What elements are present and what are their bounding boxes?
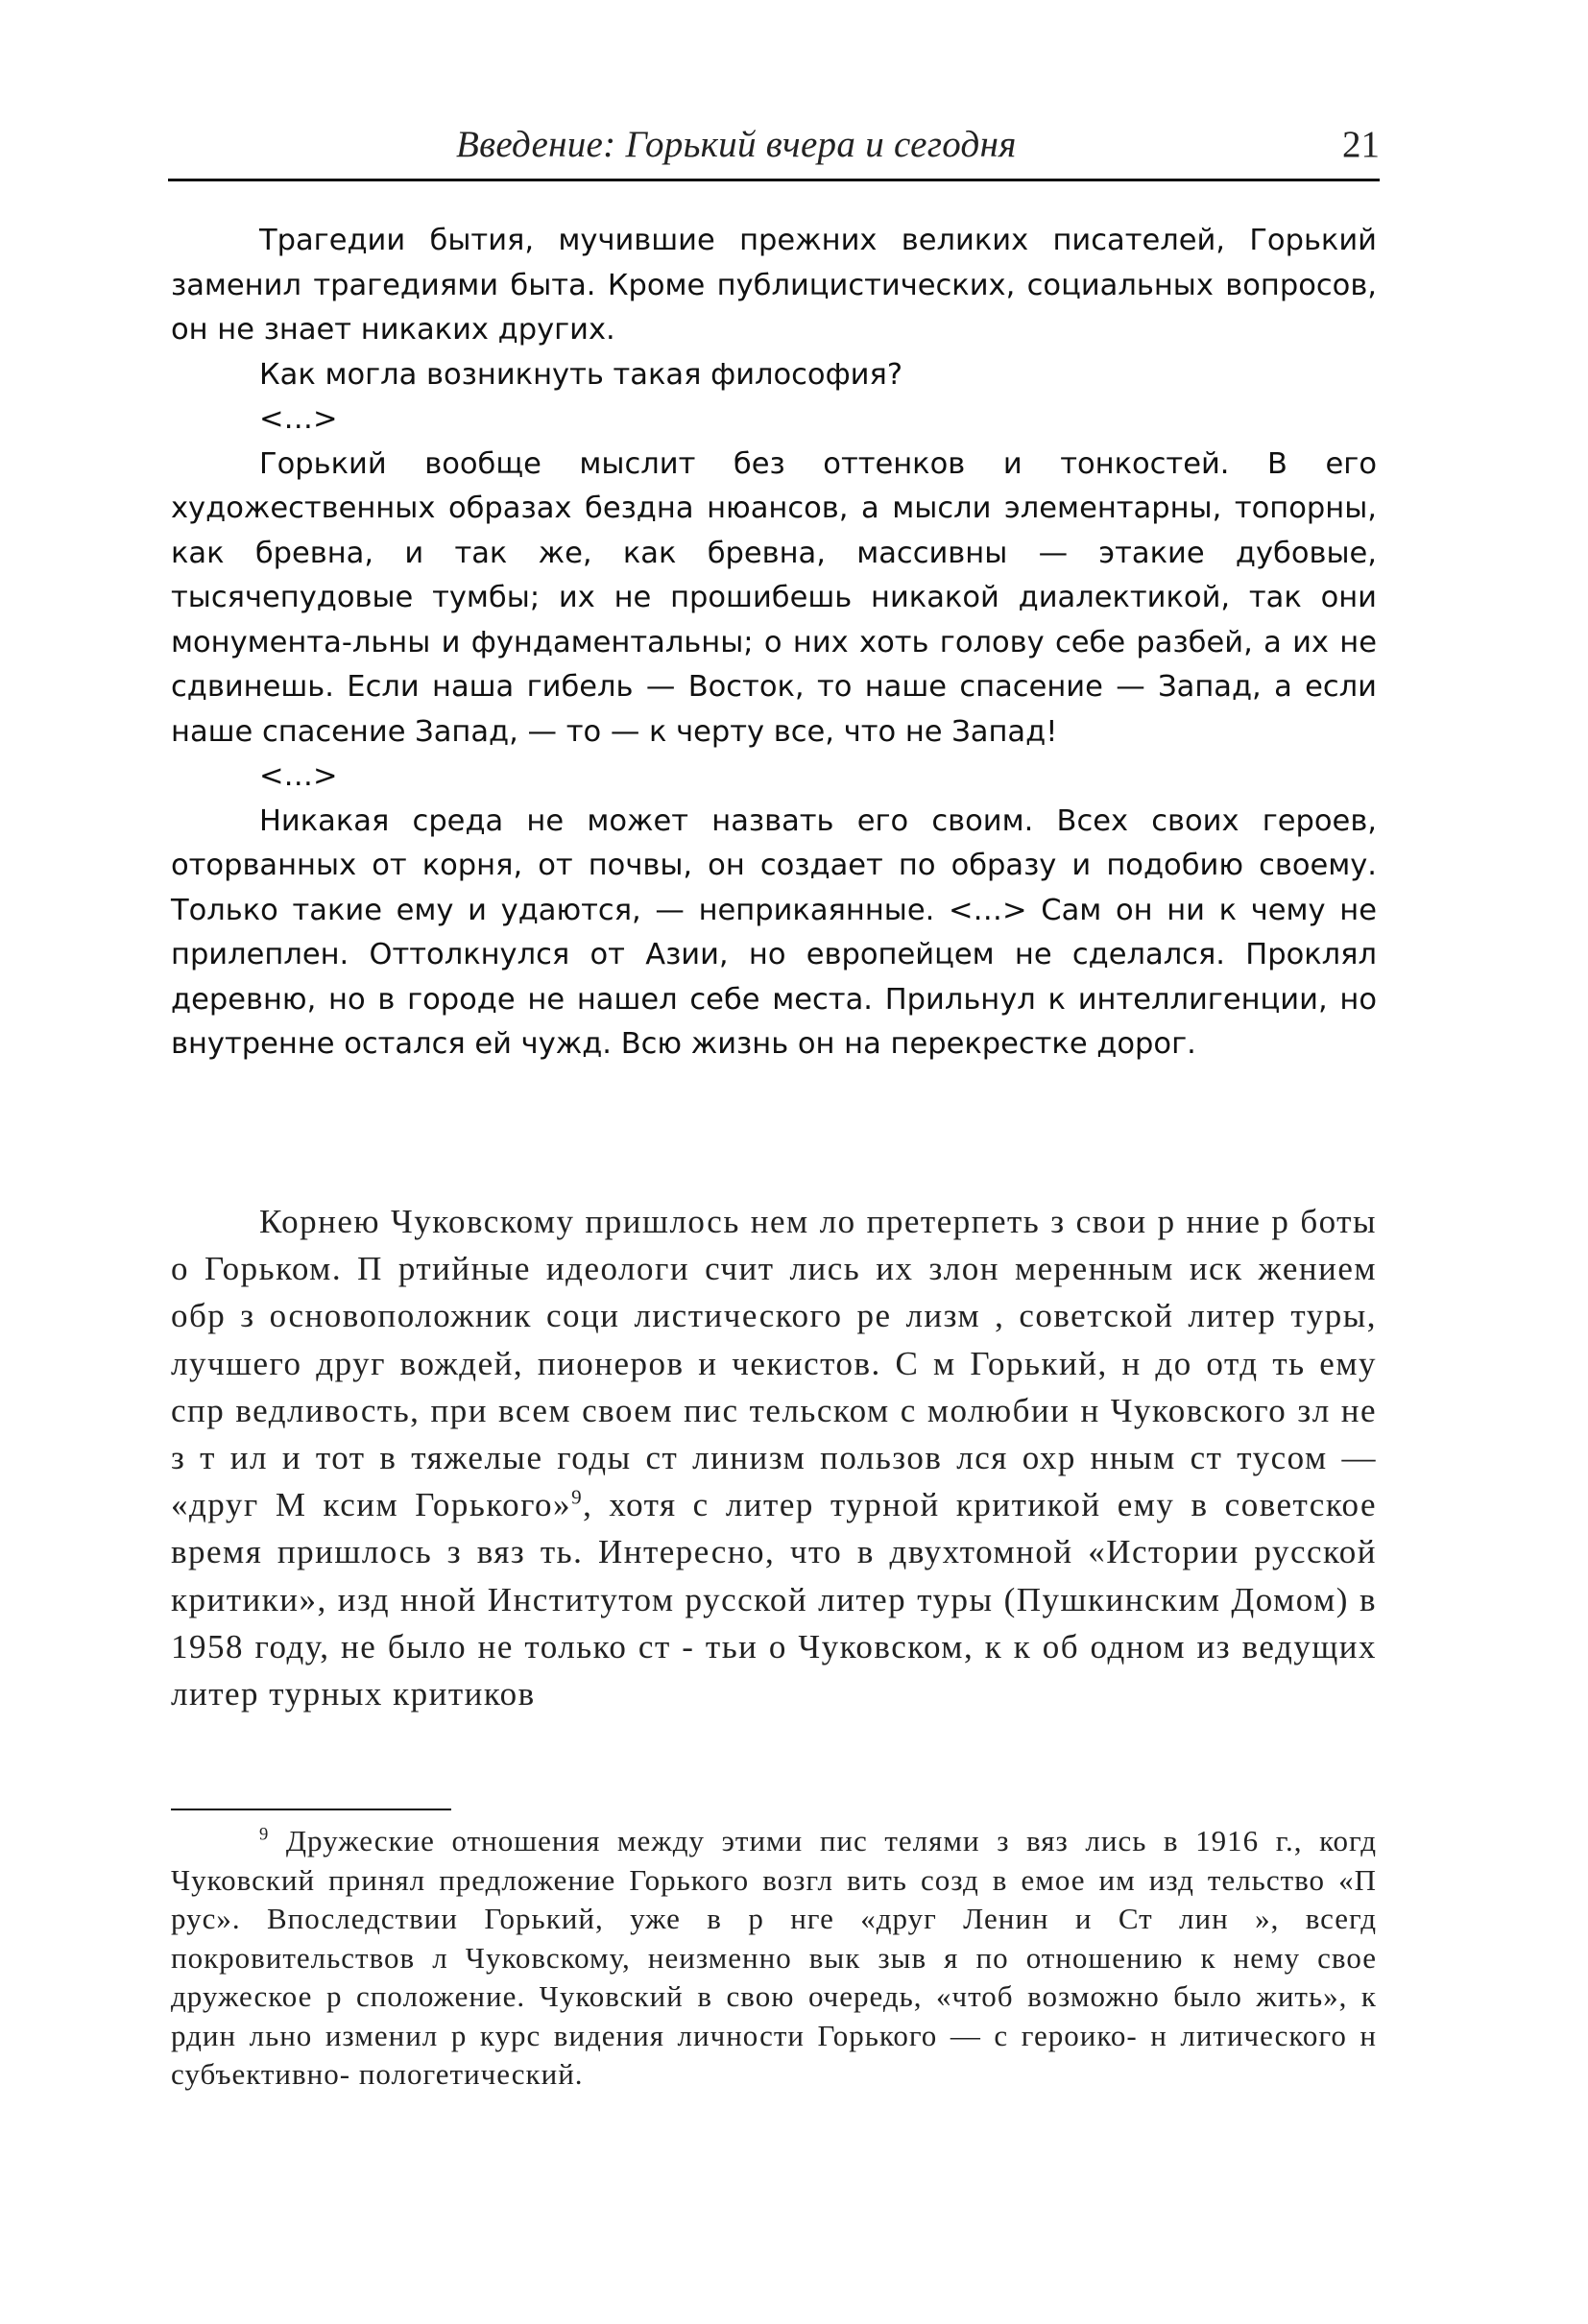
block-quote: [171, 219, 1377, 1067]
quote-paragraph: Горький вообще мыслит без оттенков и тонкостей. В его художественных образах бездна нюансов, а мысли элементарны, топорны, как бревна, и так же, как бревна, массивны — этакие дубовые, тысячепудовые тумбы; их не прошибешь никакой диалектикой, так они монумента-льны и фундаментальны; о них хоть голову себе разбей, а их не сдвинешь. Если наша гибель — Восток, то наше спасение — Запад, а если наше спасение Запад, — то — к черту все, что не Запад!: [171, 446, 1377, 749]
body-text-before-note: Корнею Чуковскому пришлось нем ло претерпеть з свои р нние р боты о Горьком. П ртийные идеологи счит лись их злон меренным иск жением обр з основоположник соци листического ре лизм , советской литер туры, лучшего друг вождей, пионеров и чекистов. С м Горький, н до отд ть ему спр ведливость, при всем своем пис тельском с молюбии н Чуковского зл не з т ил и тот в тяжелые годы ст линизм пользов лся охр нным ст тусом — «друг М ксим Горького»: [171, 1203, 1377, 1524]
quote-ellipsis: <…>: [259, 402, 338, 436]
footnote-text: Дружеские отношения между этими пис телями з вяз лись в 1916 г., когд Чуковский принял предложение Горького возгл вить созд в емое им изд тельство «П рус». Впоследствии Горький, уже в р нге «друг Ленин и Ст лин », всегд покровительствов л Чуковскому, неизменно вык зыв я по отношению к нему свое дружеское р сположение. Чуковский в свою очередь, «чтоб возможно было жить», к рдин льно изменил р курс видения личности Горького — с героико- н литического н субъективно- пологетический.: [171, 1824, 1378, 2091]
header-rule: [168, 179, 1380, 181]
footnote: [171, 1822, 1377, 2095]
running-header: [168, 113, 1380, 182]
quote-paragraph: Трагедии бытия, мучившие прежних великих писателей, Горький заменил трагедиями быта. Кроме публицистических, социальных вопросов, он не знает никаких других.: [171, 224, 1377, 347]
main-text: [171, 1198, 1377, 1717]
footnote-number: 9: [259, 1824, 270, 1845]
quote-paragraph: Как могла возникнуть такая философия?: [259, 357, 903, 392]
footnote-separator: [171, 1809, 451, 1810]
running-header-title: Введение: Горький вчера и сегодня: [456, 124, 1017, 165]
body-paragraph: [171, 1198, 1377, 1717]
footnote-reference: 9: [571, 1485, 584, 1509]
quote-paragraph: Никакая среда не может назвать его своим. Всех своих героев, оторванных от корня, от почвы, он создает по образу и подобию своему. Только такие ему и удаются, — неприкаянные. <…> Сам он ни к чему не прилеплен. Оттолкнулся от Азии, но европейцем не сделался. Проклял деревню, но в городе не нашел себе места. Прильнул к интеллигенции, но внутренне остался ей чужд. Всю жизнь он на перекрестке дорог.: [171, 803, 1377, 1061]
body-text-after-note: , хотя с литер турной критикой ему в советское время пришлось з вяз ть. Интересно, что в двухтомной «Истории русской критики», изд нной Институтом русской литер туры (Пушкинским Домом) в 1958 году, не было не только ст - тьи о Чуковском, к к об одном из ведущих литер турных критиков: [171, 1486, 1378, 1713]
footnote-paragraph: [171, 1822, 1377, 2095]
page-number: 21: [1342, 124, 1380, 165]
quote-ellipsis: <…>: [259, 759, 338, 793]
